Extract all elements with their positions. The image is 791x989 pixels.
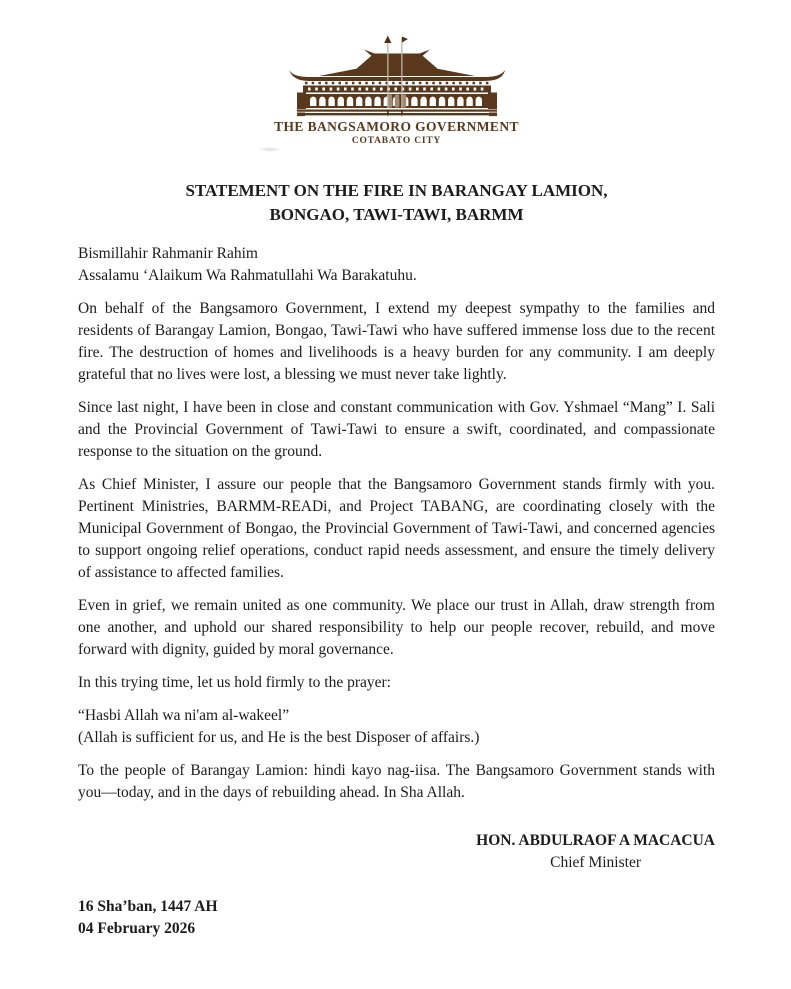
central-doors xyxy=(387,95,405,108)
entablature xyxy=(303,86,491,93)
document-title xyxy=(78,179,715,227)
colonnade xyxy=(297,93,497,110)
org-city: COTABATO CITY xyxy=(351,136,442,146)
salutation xyxy=(78,243,715,287)
body-paragraph: In this trying time, let us hold firmly to the prayer: xyxy=(78,674,391,691)
org-name: THE BANGSAMORO GOVERNMENT xyxy=(274,119,519,134)
building-structure xyxy=(289,50,505,82)
signature-block xyxy=(476,830,715,874)
scan-artifact xyxy=(258,147,282,152)
salutation-line2: Assalamu ‘Alaikum Wa Rahmatullahi Wa Barakatuhu. xyxy=(78,267,417,284)
salutation-line1: Bismillahir Rahmanir Rahim xyxy=(78,245,258,262)
bangsamoro-parliament-building-icon xyxy=(287,34,507,118)
body-paragraph: Even in grief, we remain united as one community. We place our trust in Allah, draw strength from one another, and uphold our shared responsibility to help our people recover, rebuild, and move forward with dignity, guided by moral governance. xyxy=(78,597,715,658)
document-title-line1: STATEMENT ON THE FIRE IN BARANGAY LAMION, xyxy=(185,181,608,200)
letterhead xyxy=(78,34,715,147)
prayer-translation: (Allah is sufficient for us, and He is the best Disposer of affairs.) xyxy=(78,729,480,746)
signature-row xyxy=(78,830,715,874)
base-platform xyxy=(297,110,497,117)
body-paragraph: As Chief Minister, I assure our people that the Bangsamoro Government stands firmly with you. Pertinent Ministries, BARMM-READi, and Project TABANG, are coordinating closely with the Municipal Government of Bongao, the Provincial Government of Tawi-Tawi, and concerned agencies to support ongoing relief operations, conduct rapid needs assessment, and ensure the timely delivery of assistance to affected families. xyxy=(78,476,715,581)
date-hijri: 16 Sha’ban, 1447 AH xyxy=(78,898,218,915)
date-gregorian: 04 February 2026 xyxy=(78,920,196,937)
body-paragraph: Since last night, I have been in close and constant communication with Gov. Yshmael “Mang” I. Sali and the Provincial Government of Tawi-Tawi to ensure a swift, coordinated, and compassionate response to the situation on the ground. xyxy=(78,399,715,460)
signatory-name: HON. ABDULRAOF A MACACUA xyxy=(476,832,715,849)
body-paragraph: On behalf of the Bangsamoro Government, I extend my deepest sympathy to the families and residents of Barangay Lamion, Bongao, Tawi-Tawi who have suffered immense loss due to the recent fire. The destruction of homes and livelihoods is a heavy burden for any community. I am deeply grateful that no lives were lost, a blessing we must never take lightly. xyxy=(78,300,715,383)
prayer-quote: “Hasbi Allah wa ni'am al-wakeel” xyxy=(78,707,290,724)
document-title-line2: BONGAO, TAWI-TAWI, BARMM xyxy=(269,205,524,224)
signatory-title: Chief Minister xyxy=(550,854,641,871)
prayer-block xyxy=(78,705,715,749)
closing-paragraph: To the people of Barangay Lamion: hindi kayo nag-iisa. The Bangsamoro Government stands with you—today, and in the days of rebuilding ahead. In Sha Allah. xyxy=(78,762,715,801)
date-block xyxy=(78,896,715,940)
